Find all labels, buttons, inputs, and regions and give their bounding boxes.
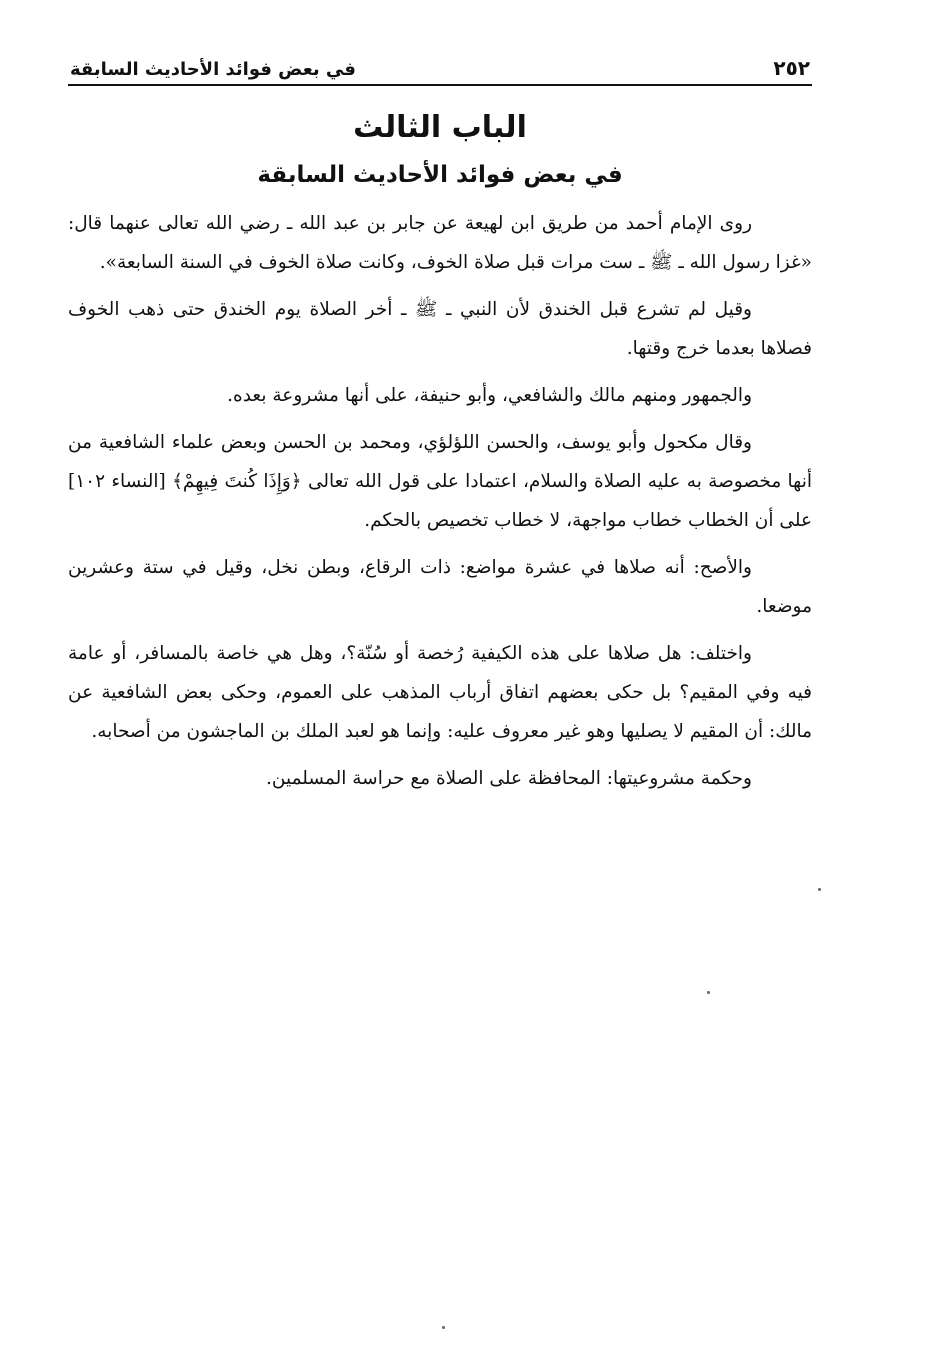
- running-header: [68, 50, 812, 86]
- page-number: ٢٥٢: [773, 56, 810, 80]
- running-title: في بعض فوائد الأحاديث السابقة: [70, 59, 356, 80]
- scan-speck: [707, 991, 710, 994]
- paragraph-specific-view: وقال مكحول وأبو يوسف، والحسن اللؤلؤي، ومحمد بن الحسن وبعض علماء الشافعية من أنها مخصوصة به عليه الصلاة والسلام، اعتمادا على قول الله تعالى ﴿وَإِذَا كُنتَ فِيهِمْ﴾ [النساء ١٠٢] على أن الخطاب خطاب مواجهة، لا خطاب تخصيص بالحكم.: [68, 432, 812, 531]
- paragraph-wisdom: وحكمة مشروعيتها: المحافظة على الصلاة مع حراسة المسلمين.: [266, 768, 752, 789]
- chapter-title: الباب الثالث: [353, 110, 527, 145]
- paragraph-locations: والأصح: أنه صلاها في عشرة مواضع: ذات الرقاع، وبطن نخل، وقيل في ستة وعشرين موضعا.: [68, 557, 812, 617]
- paragraph-hadith-narration: روى الإمام أحمد من طريق ابن لهيعة عن جابر بن عبد الله ـ رضي الله تعالى عنهما قال: «غزا رسول الله ـ ﷺ ـ ست مرات قبل صلاة الخوف، وكانت صلاة الخوف في السنة السابعة».: [68, 213, 812, 273]
- paragraph-majority-view: والجمهور ومنهم مالك والشافعي، وأبو حنيفة، على أنها مشروعة بعده.: [227, 385, 752, 406]
- scan-speck: [442, 1326, 445, 1329]
- paragraph-disagreement: واختلف: هل صلاها على هذه الكيفية رُخصة أو سُنّة؟، وهل هي خاصة بالمسافر، أو عامة فيه وفي المقيم؟ بل حكى بعضهم اتفاق أرباب المذهب على العموم، وحكى بعض الشافعية عن مالك: أن المقيم لا يصليها وهو غير معروف عليه: وإنما هو لعبد الملك بن الماجشون من أصحابه.: [68, 643, 812, 742]
- book-page: [68, 50, 812, 806]
- body-text: [68, 204, 812, 798]
- chapter-subtitle: في بعض فوائد الأحاديث السابقة: [257, 162, 623, 188]
- scan-speck: [818, 888, 821, 891]
- paragraph-khandaq: وقيل لم تشرع قبل الخندق لأن النبي ـ ﷺ ـ أخر الصلاة يوم الخندق حتى ذهب الخوف فصلاها بعدما خرج وقتها.: [68, 299, 812, 359]
